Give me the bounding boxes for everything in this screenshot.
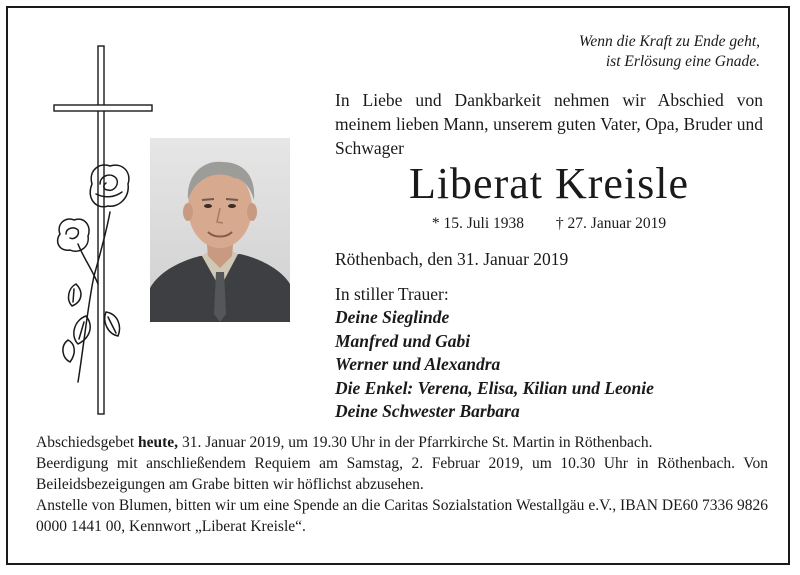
deceased-name: Liberat Kreisle (408, 159, 690, 208)
birth-date: * 15. Juli 1938 (431, 215, 525, 232)
mourner: Werner und Alexandra (335, 354, 501, 374)
farewell-today: heute, (138, 434, 179, 451)
life-dates (335, 214, 763, 234)
mourner: Manfred und Gabi (335, 330, 471, 351)
farewell-details: 31. Januar 2019, um 19.30 Uhr in der Pfarrkirche St. Martin in Röthenbach. (178, 434, 653, 451)
intro-text: In Liebe und Dankbarkeit nehmen wir Abschied von meinem lieben Mann, unserem guten Vater, Opa, Bruder und Schwager (335, 90, 763, 158)
motto-line: ist Erlösung eine Gnade. (605, 53, 760, 70)
death-date: † 27. Januar 2019 (555, 215, 667, 232)
mourner: Die Enkel: Verena, Elisa, Kilian und Leonie (335, 377, 654, 398)
burial-notice: Beerdigung mit anschließendem Requiem am Samstag, 2. Februar 2019, um 10.30 Uhr in Röthenbach. Von Beileidsbezeigungen am Grabe bitten wir höflichst abzusehen. (36, 455, 768, 493)
mourner: Deine Schwester Barbara (335, 401, 520, 421)
motto-line: Wenn die Kraft zu Ende geht, (578, 33, 760, 50)
mourners-list (335, 306, 775, 424)
donation-notice: Anstelle von Blumen, bitten wir um eine Spende an die Caritas Sozialstation Westallgäu e.V., IBAN DE60 7336 9826 0000 1441 00, Kennwort „Liberat Kreisle“. (36, 497, 768, 535)
farewell-prefix: Abschiedsgebet (36, 434, 139, 451)
service-notices (36, 432, 768, 537)
cross-with-rose-icon (48, 44, 160, 416)
portrait-photo (150, 138, 290, 322)
place-date: Röthenbach, den 31. Januar 2019 (335, 249, 569, 269)
motto (470, 32, 760, 72)
mourning-label: In stiller Trauer: (335, 284, 449, 304)
farewell-notice (36, 432, 768, 453)
mourner: Deine Sieglinde (335, 307, 450, 327)
